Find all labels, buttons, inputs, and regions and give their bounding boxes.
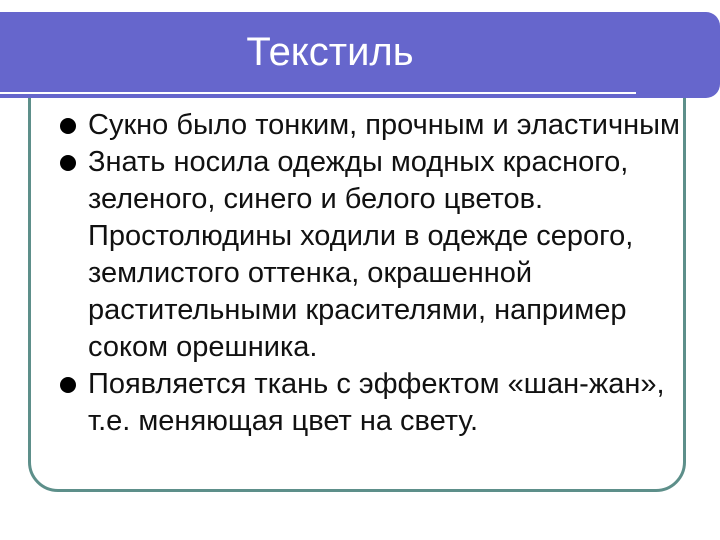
bullet-icon [60,155,76,171]
list-item [52,144,702,366]
bullet-text: Появляется ткань с эффектом «шан-жан», т.е. меняющая цвет на свету. [88,368,665,437]
list-item [52,366,702,440]
slide-title-text: Текстиль [246,30,414,74]
slide-title [0,28,660,76]
bullet-icon [60,377,76,393]
bullet-text: Сукно было тонким, прочным и эластичным [88,109,680,141]
bullet-list [52,107,702,440]
list-item [52,107,702,144]
title-underline [0,92,636,94]
bullet-text: Знать носила одежды модных красного, зеленого, синего и белого цветов. Простолюдины ходили в одежде серого, землистого оттенка, окрашенной растительными красителями, например соком орешника. [88,146,634,363]
bullet-icon [60,118,76,134]
